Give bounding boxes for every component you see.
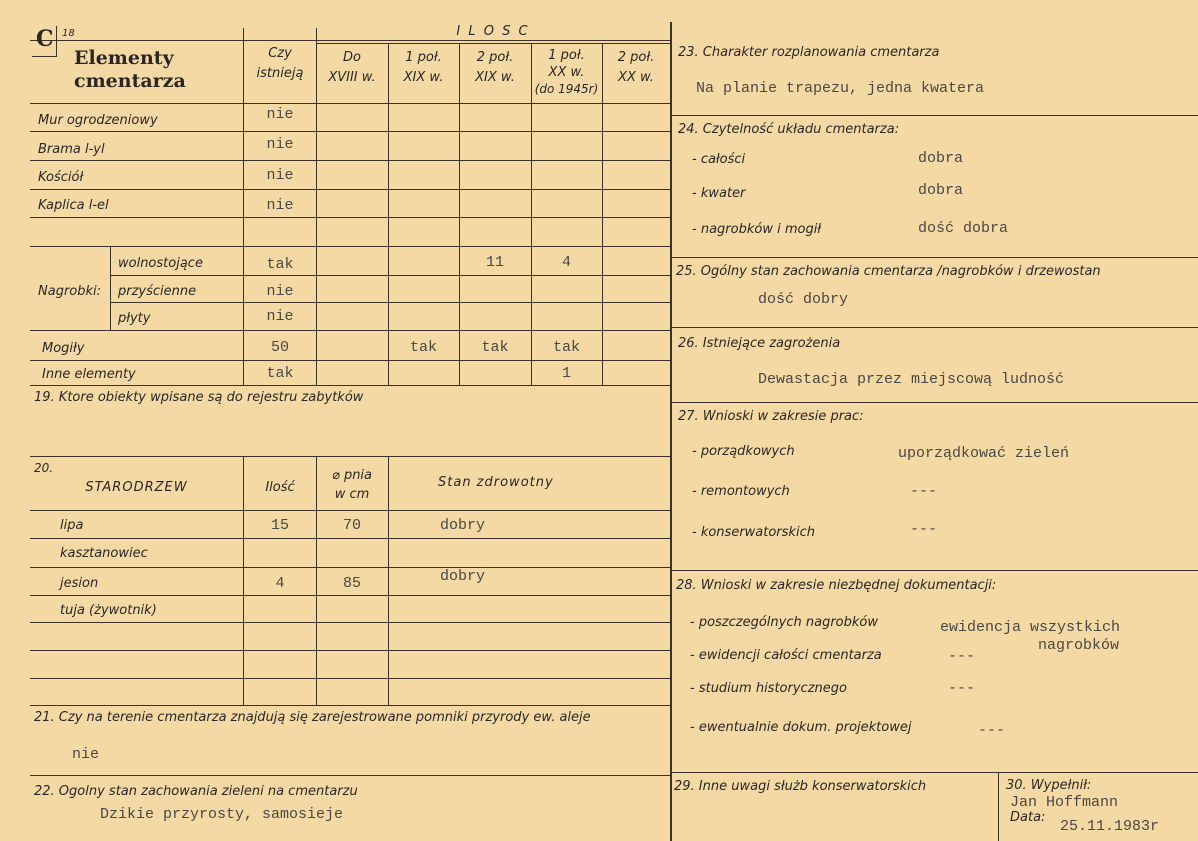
row-czy-wolno: tak (266, 256, 294, 273)
rule (56, 26, 57, 57)
s20-header-ilosc: Ilość (265, 480, 295, 495)
col5-h2: XX w. (618, 70, 654, 85)
rule (30, 103, 670, 104)
czy-header-1: Czy (268, 46, 292, 61)
divider (670, 22, 672, 841)
rule (30, 705, 670, 706)
row-label-przys: przyścienne (118, 284, 197, 299)
czy-header-2: istnieją (256, 66, 304, 81)
s27-label: 27. Wnioski w zakresie prac: (678, 409, 864, 424)
rule (30, 510, 670, 511)
s21-value: nie (72, 746, 100, 763)
tree-ilosc: 4 (275, 575, 285, 592)
row-czy-mur: nie (266, 106, 294, 123)
rule (30, 538, 670, 539)
s20-header-stan: Stan zdrowotny (438, 475, 554, 490)
col2-h2: XIX w. (403, 70, 444, 85)
s20-number: 20. (34, 461, 54, 475)
col4-h3: (do 1945r) (534, 82, 599, 96)
tree-pien: 85 (342, 575, 361, 592)
row-czy-mogily: 50 (270, 339, 289, 356)
s19-label: 19. Ktore obiekty wpisane są do rejestru zabytków (34, 390, 364, 405)
col4-h1: 1 poł. (548, 48, 585, 63)
s21-label: 21. Czy na terenie cmentarza znajdują się zarejestrowane pomniki przyrody ew. aleje (34, 710, 591, 725)
rule (30, 160, 670, 161)
col1-h2: XVIII w. (328, 70, 376, 85)
title-line1: Elementy (74, 47, 174, 69)
rule (110, 246, 111, 330)
rule (670, 327, 1198, 328)
rule (30, 678, 670, 679)
s28-item-value: --- (978, 722, 1006, 739)
rule (670, 257, 1198, 258)
rule (30, 189, 670, 190)
row-inne-c4: 1 (561, 365, 571, 382)
tree-name: lipa (60, 518, 84, 533)
rule (316, 43, 670, 44)
rule (30, 775, 670, 776)
rule (30, 595, 670, 596)
tree-name: jesion (60, 576, 99, 591)
card-code: C (36, 26, 54, 52)
s30-name: Jan Hoffmann (1010, 794, 1119, 811)
row-label-kosciol: Kościół (38, 170, 84, 185)
tree-name: kasztanowiec (60, 546, 148, 561)
rule (602, 43, 603, 385)
rule (670, 115, 1198, 116)
tree-stan: dobry (440, 517, 486, 534)
rule (110, 302, 670, 303)
rule (30, 360, 670, 361)
rule (110, 275, 670, 276)
rule (670, 570, 1198, 571)
rule (30, 456, 670, 457)
s30-date: 25.11.1983r (1060, 818, 1160, 835)
s28-item-label: - poszczególnych nagrobków (690, 615, 878, 630)
rule (30, 622, 670, 623)
rule (30, 131, 670, 132)
rule (30, 567, 670, 568)
row-label-mogily: Mogiły (42, 341, 85, 356)
s26-label: 26. Istniejące zagrożenia (678, 336, 841, 351)
s27-item-value: uporządkować zieleń (898, 445, 1070, 462)
s27-item-value: --- (910, 521, 938, 538)
tree-stan: dobry (440, 568, 486, 585)
row-label-mur: Mur ogrodzeniowy (38, 113, 158, 128)
col1-h1: Do (343, 50, 361, 65)
s26-value: Dewastacja przez miejscową ludność (758, 371, 1065, 388)
s28-label: 28. Wnioski w zakresie niezbędnej dokumentacji: (676, 578, 997, 593)
s28-item-label: - studium historycznego (690, 681, 847, 696)
s23-value: Na planie trapezu, jedna kwatera (696, 80, 985, 97)
col4-h2: XX w. (548, 65, 585, 80)
s20-header-pien-1: ⌀ pnia (331, 468, 373, 483)
s27-item-label: - konserwatorskich (692, 525, 815, 540)
rule (670, 772, 1198, 773)
row-mogily-c3: tak (481, 339, 509, 356)
row-wolno-c4: 4 (561, 254, 571, 271)
s20-header-starodrzew: STARODRZEW (85, 480, 188, 495)
row-label-brama: Brama l-yl (38, 142, 105, 157)
rule (30, 330, 670, 331)
s28-item-value: --- (948, 648, 976, 665)
rule (30, 246, 670, 247)
s24-item-value: dość dobra (918, 220, 1009, 237)
rule (30, 385, 670, 386)
row-label-kaplica: Kaplica l-el (38, 198, 109, 213)
ilosc-header: I L O S C (456, 24, 530, 39)
row-mogily-c4: tak (552, 339, 580, 356)
rule (670, 402, 1198, 403)
s29-label: 29. Inne uwagi służb konserwatorskich (674, 779, 927, 794)
row-czy-kosciol: nie (266, 167, 294, 184)
s24-item-label: - kwater (692, 186, 746, 201)
s24-label: 24. Czytelność układu cmentarza: (678, 122, 900, 137)
col5-h1: 2 poł. (617, 50, 655, 65)
row-label-plyty: płyty (118, 311, 151, 326)
s25-label: 25. Ogólny stan zachowania cmentarza /nagrobków i drzewostan (676, 264, 1101, 279)
s20-header-pien-2: w cm (334, 487, 370, 502)
row-czy-przys: nie (266, 283, 294, 300)
s28-item-label: - ewentualnie dokum. projektowej (690, 720, 912, 735)
row-czy-inne: tak (266, 365, 294, 382)
nagrobki-label: Nagrobki: (38, 284, 102, 299)
row-czy-plyty: nie (266, 308, 294, 325)
rule (388, 43, 389, 385)
s24-item-label: - całości (692, 152, 746, 167)
s22-label: 22. Ogolny stan zachowania zieleni na cmentarzu (34, 784, 358, 799)
row-wolno-c3: 11 (485, 254, 504, 271)
col3-h1: 2 poł. (476, 50, 514, 65)
tree-ilosc: 15 (270, 517, 289, 534)
col2-h1: 1 poł. (405, 50, 442, 65)
s30-date-label: Data: (1010, 810, 1046, 825)
col3-h2: XIX w. (475, 70, 515, 85)
rule (998, 772, 999, 841)
s28-item-label: - ewidencji całości cmentarza (690, 648, 882, 663)
rule (459, 43, 460, 385)
s27-item-label: - porządkowych (692, 444, 795, 459)
rule (388, 456, 389, 705)
s23-label: 23. Charakter rozplanowania cmentarza (678, 45, 940, 60)
s30-label: 30. Wypełnił: (1006, 778, 1092, 793)
rule (30, 40, 670, 41)
s28-item-value: --- (948, 680, 976, 697)
row-czy-brama: nie (266, 136, 294, 153)
tree-pien: 70 (342, 517, 361, 534)
s27-item-label: - remontowych (692, 484, 790, 499)
s28-item-value-2: nagrobków (1038, 637, 1120, 654)
s25-value: dość dobry (758, 291, 849, 308)
s22-value: Dzikie przyrosty, samosieje (100, 806, 344, 823)
rule (30, 650, 670, 651)
s24-item-label: - nagrobków i mogił (692, 222, 822, 237)
s24-item-value: dobra (918, 182, 964, 199)
row-mogily-c2: tak (409, 339, 437, 356)
rule (32, 56, 56, 57)
s27-item-value: --- (910, 483, 938, 500)
title-line2: cmentarza (74, 70, 186, 92)
row-czy-kaplica: nie (266, 197, 294, 214)
row-label-inne: Inne elementy (42, 367, 136, 382)
card-number: 18 (62, 28, 75, 39)
s28-item-value: ewidencja wszystkich (940, 619, 1121, 636)
s24-item-value: dobra (918, 150, 964, 167)
row-label-wolno: wolnostojące (118, 256, 203, 271)
tree-name: tuja (żywotnik) (60, 603, 157, 618)
rule (30, 217, 670, 218)
